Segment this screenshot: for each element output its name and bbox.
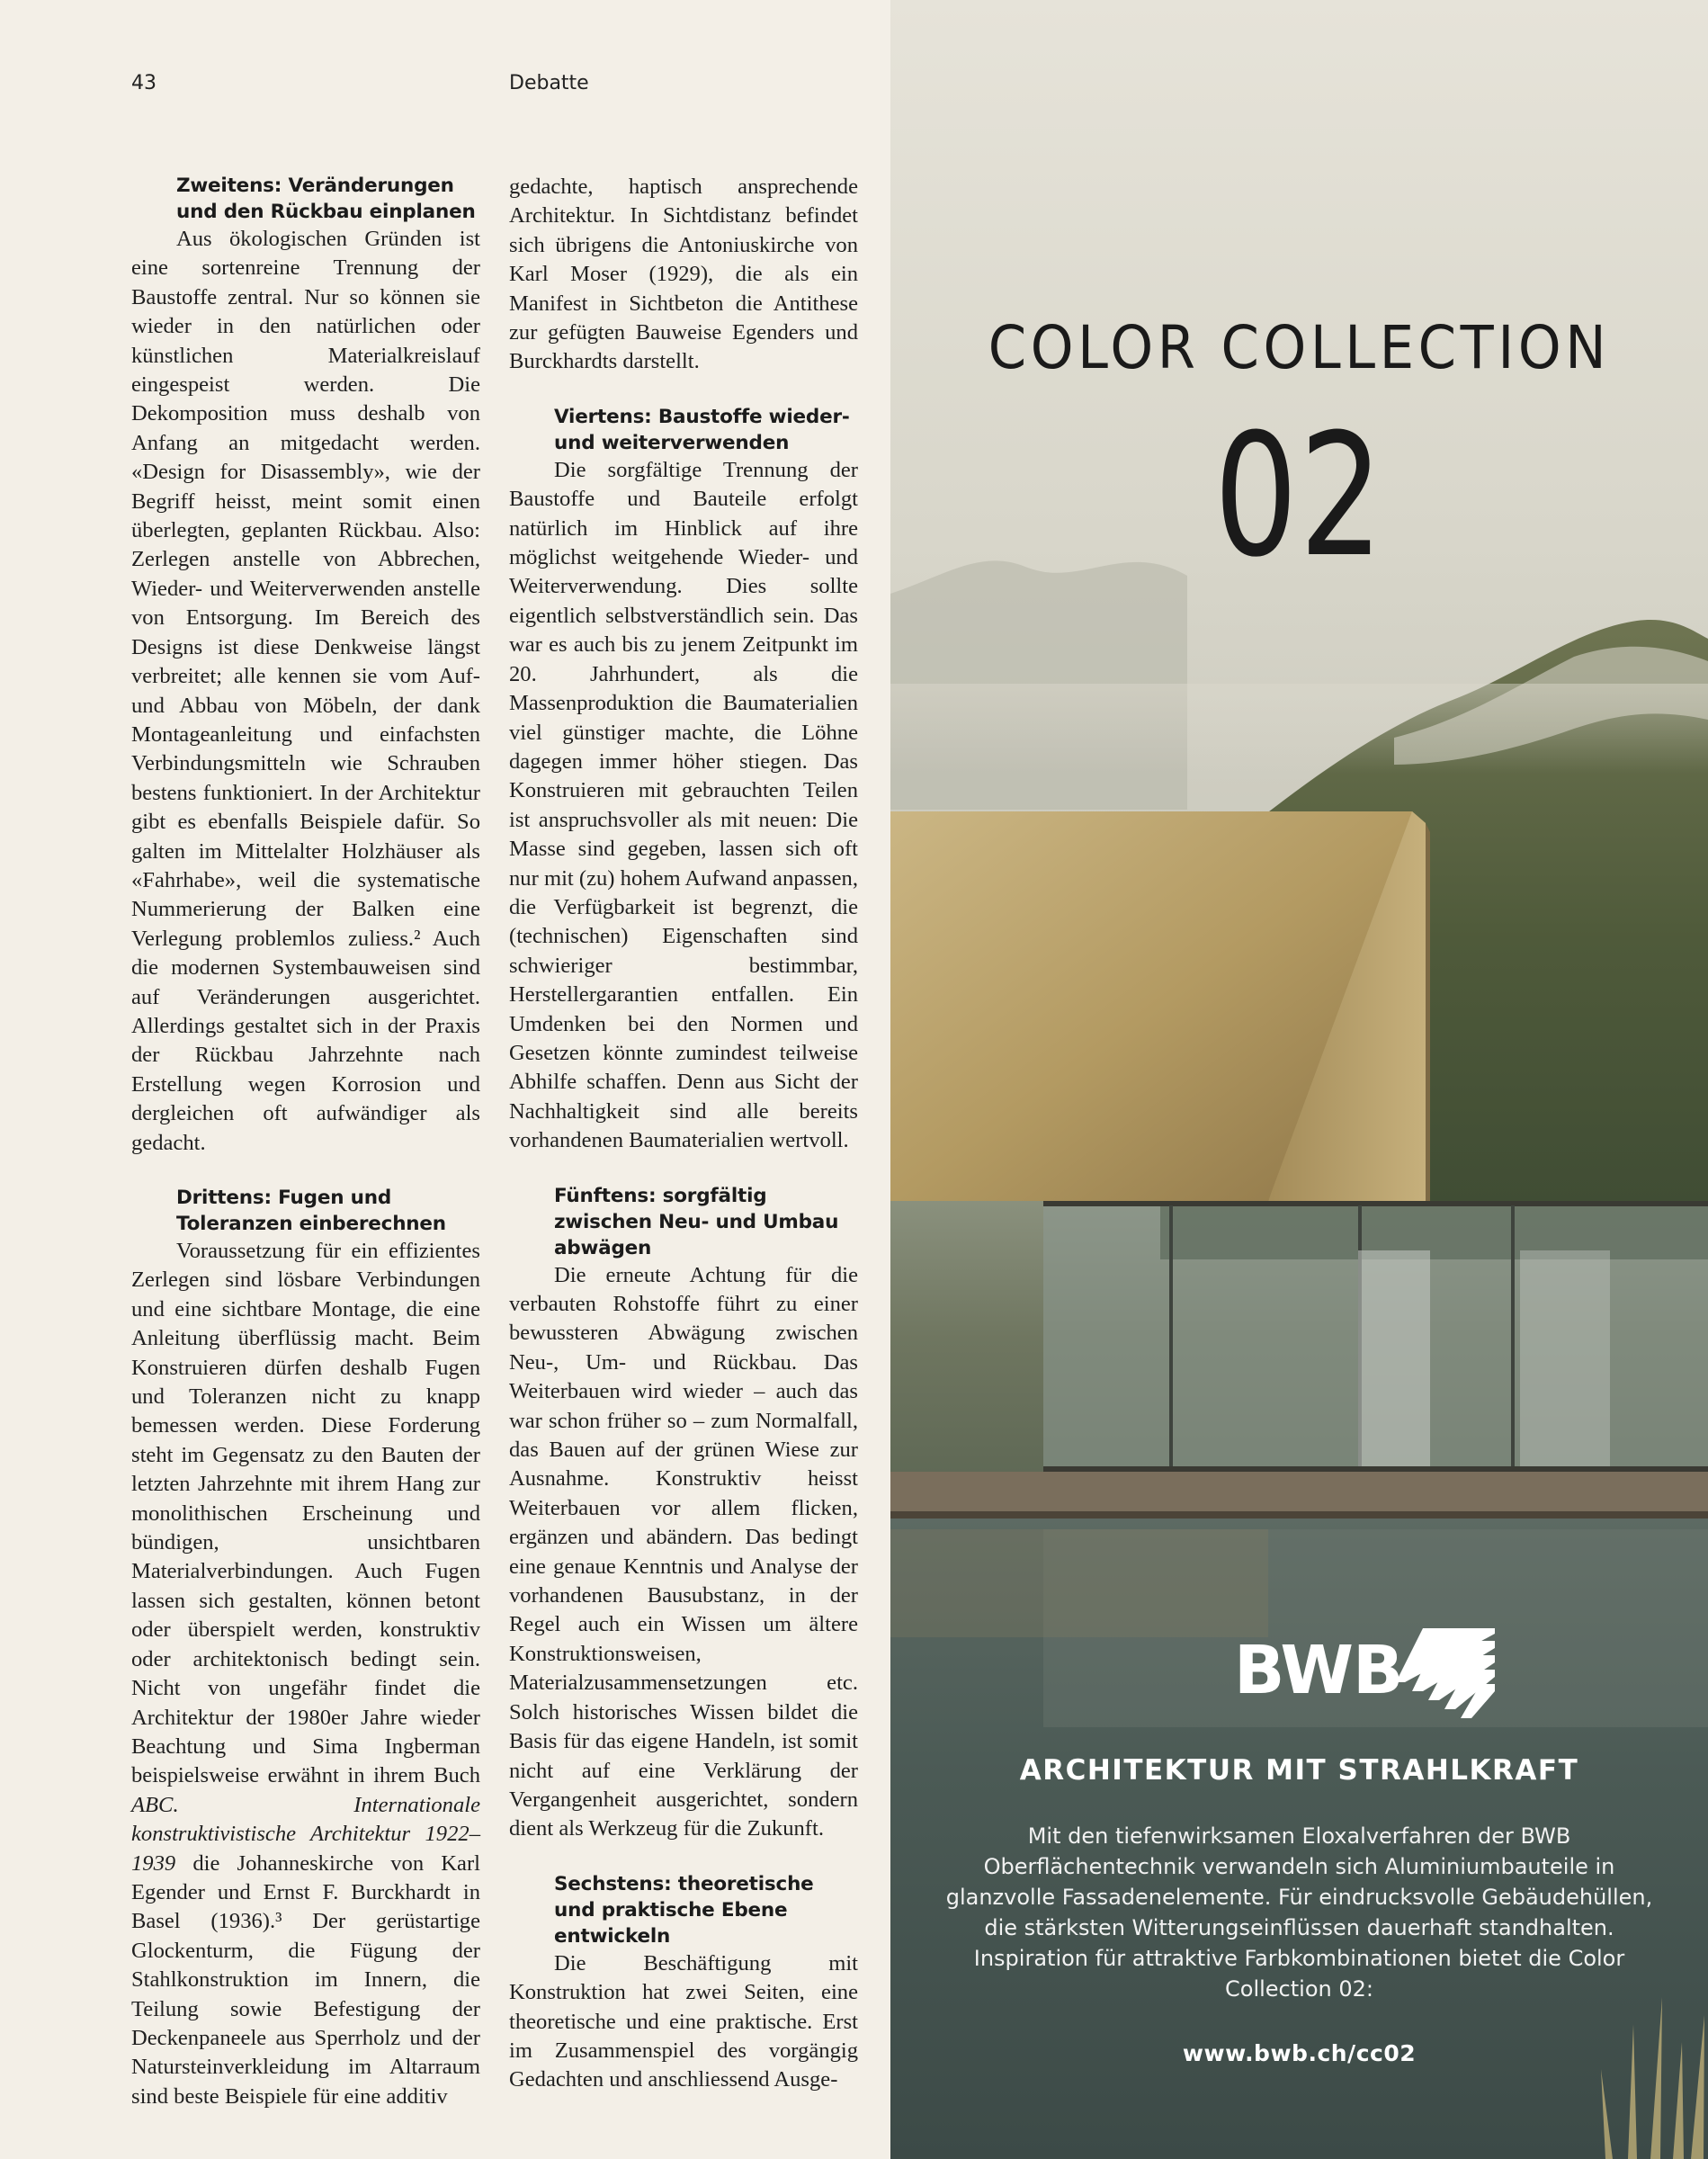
article-column-right bbox=[509, 173, 858, 2095]
logo-stripes-icon bbox=[1369, 1628, 1495, 1727]
paragraph: Die Beschäftigung mit Konstruktion hat zwei Seiten, eine theoretische und eine praktische. Erst im Zusammenspiel des vorgängig Gedachten und anschliessend Ausge- bbox=[509, 1950, 858, 2092]
section-name: Debatte bbox=[509, 72, 589, 94]
section-heading: Drittens: Fugen und Toleranzen einberechnen bbox=[176, 1187, 446, 1235]
section-heading: Zweitens: Veränderungen und den Rückbau einplanen bbox=[176, 175, 476, 223]
page-number: 43 bbox=[131, 72, 156, 94]
bwb-logo bbox=[1234, 1628, 1504, 1727]
paragraph: Voraussetzung für ein effizientes Zerlegen sind lösbare Verbindungen und eine sichtbare Montage, die eine Anleitung überflüssig macht. Beim Konstruieren dürfen deshalb Fugen und Toleranzen nicht zu knapp bemessen werden. Diese Forderung steht im Gegensatz zu den Bauten der letzten Jahrzehnte mit ihrem Hang zur monolithischen Erscheinung und bündigen, unsichtbaren Materialverbindungen. Auch Fugen lassen sich gestalten, können betont oder überspielt werden, konstruktiv oder architektonisch bedingt sein. Nicht von ungefähr findet die Architektur der 1980er Jahre wieder Beachtung und Sima Ingberman beispielsweise erwähnt in ihrem Buch ABC. Internationale konstruktivistische Architektur 1922–1939 die Johanneskirche von Karl Egender und Ernst F. Burckhardt in Basel (1936).³ Der gerüstartige Glockenturm, die Fügung der Stahlkonstruktion im Innern, die Teilung sowie Befestigung der Deckenpaneele aus Sperrholz und der Natursteinverkleidung im Altarraum sind beste Beispiele für eine additiv bbox=[131, 1239, 480, 2109]
ad-title: COLOR COLLECTION bbox=[988, 313, 1611, 382]
paragraph: Die sorgfältige Trennung der Baustoffe und Bauteile erfolgt natürlich im Hinblick auf ihre möglichst weitgehende Wieder- und Weiterverwendung. Dies sollte eigentlich selbstverständlich sein. Das war es auch bis zu jenem Zeitpunkt im 20. Jahrhundert, als die Massenproduktion die Baumaterialien viel günstiger machte, die Löhne dagegen immer höher stiegen. Das Konstruieren mit gebrauchten Teilen ist anspruchsvoller als mit neuen: Die Masse sind gegeben, lassen sich oft nur mit (zu) hohem Aufwand anpassen, die Verfügbarkeit ist begrenzt, die (technischen) Eigenschaften sind schwieriger bestimmbar, Herstellergarantien entfallen. Ein Umdenken bei den Normen und Gesetzen könnte zumindest teilweise Abhilfe schaffen. Denn aus Sicht der Nachhaltigkeit sind alle bereits vorhandenen Baumaterialien wertvoll. bbox=[509, 457, 858, 1153]
section-heading: Sechstens: theoretische und praktische Ebene entwickeln bbox=[554, 1872, 814, 1948]
article-column-left bbox=[131, 173, 480, 2111]
paragraph: Aus ökologischen Gründen ist eine sortenreine Trennung der Baustoffe zentral. Nur so können sie wieder in den natürlichen oder künstlichen Materialkreislauf eingespeist werden. Die Dekomposition muss deshalb von Anfang an mitgedacht werden. «Design for Disassembly», wie der Begriff heisst, meint somit einen überlegten, geplanten Rückbau. Also: Zerlegen anstelle von Abbrechen, Wieder- und Weiterverwenden anstelle von Entsorgung. Im Bereich des Designs ist diese Denkweise längst verbreitet; alle kennen sie vom Auf- und Abbau von Möbeln, der dank Montageanleitung und einfachsten Verbindungsmitteln wie Schrauben bestens funktioniert. In der Architektur gibt es ebenfalls Beispiele dafür. So galten im Mittelalter Holzhäuser als «Fahrhabe», weil die systematische Nummerierung der Balken eine Verlegung problemlos zuliess.² Auch die modernen Systembauweisen sind auf Veränderungen ausgerichtet. Allerdings gestaltet sich in der Praxis der Rückbau Jahrzehnte nach Erstellung wegen Korrosion und dergleichen oft aufwändiger als gedacht. bbox=[131, 227, 480, 1155]
book-title: ABC. Internationale konstruktivistische Architektur 1922–1939 bbox=[131, 1792, 480, 1876]
section-heading: Fünftens: sorgfältig zwischen Neu- und Umbau abwägen bbox=[554, 1184, 839, 1259]
paragraph: Die erneute Achtung für die verbauten Rohstoffe führt zu einer bewussteren Abwägung zwischen Neu-, Um- und Rückbau. Das Weiterbauen wird wieder – auch das war schon früher so – zum Normalfall, das Bauen auf der grünen Wiese zur Ausnahme. Konstruktiv heisst Weiterbauen vor allem flicken, ergänzen und abändern. Das bedingt eine genaue Kenntnis und Analyse der vorhandenen Bausubstanz, in der Regel auch ein Wissen um ältere Konstruktionsweisen, Materialzusammensetzungen etc. Solch historisches Wissen bildet die Basis für das eigene Handeln, ist somit nicht auf eine Verklärung der Vergangenheit ausgerichtet, sondern dient als Werkzeug für die Zukunft. bbox=[509, 1262, 858, 1841]
advertisement[interactable] bbox=[890, 0, 1708, 2159]
ad-url-link[interactable]: www.bwb.ch/cc02 bbox=[1182, 2040, 1417, 2066]
paragraph-continuation: gedachte, haptisch ansprechende Architektur. In Sichtdistanz befindet sich übrigens die Antoniuskirche von Karl Moser (1929), die als ein Manifest in Sichtbeton die Antithese zur gefügten Bauweise Egenders und Burckhardts darstellt. bbox=[509, 175, 858, 374]
logo-text: BWB bbox=[1234, 1632, 1403, 1709]
ad-title-number: 02 bbox=[1213, 398, 1385, 595]
ad-body-text: Mit den tiefenwirksamen Eloxalverfahren der BWB Oberflächentechnik verwandeln sich Aluminiumbauteile in glanzvolle Fassadenelemente. Für eindrucksvolle Gebäudehüllen, die stärksten Witterungseinflüssen dauerhaft standhalten. Inspiration für attraktive Farbkombinationen bietet die Color Collection 02: bbox=[945, 1823, 1653, 2002]
section-heading: Viertens: Baustoffe wieder- und weiterverwenden bbox=[554, 405, 850, 454]
ad-headline: ARCHITEKTUR MIT STRAHLKRAFT bbox=[1019, 1754, 1579, 1787]
